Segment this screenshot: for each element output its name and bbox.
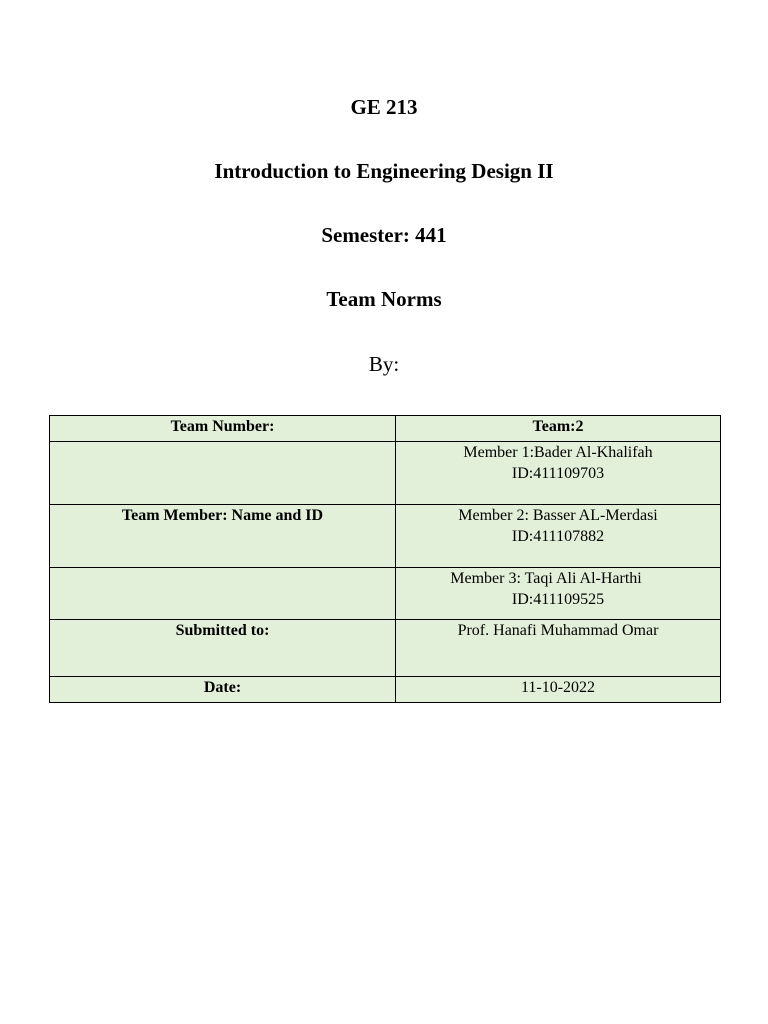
member-2-cell bbox=[396, 505, 721, 568]
team-number-label: Team Number: bbox=[50, 416, 396, 442]
team-info-table bbox=[49, 415, 721, 703]
member-3-label-cell bbox=[50, 568, 396, 620]
member-1-name: Member 1:Bader Al-Khalifah bbox=[463, 444, 653, 461]
semester-label: Semester: 441 bbox=[321, 223, 447, 247]
member-1-id: ID:411109703 bbox=[511, 465, 605, 482]
table-row-submitted-to bbox=[50, 620, 721, 677]
team-number-value: Team:2 bbox=[396, 416, 721, 442]
table-row-team-number bbox=[50, 416, 721, 442]
member-3-name: Member 3: Taqi Ali Al-Harthi bbox=[450, 570, 642, 587]
date-value: 11-10-2022 bbox=[396, 677, 721, 703]
member-1-cell bbox=[396, 442, 721, 505]
document-title: Team Norms bbox=[326, 287, 442, 311]
table-row-member-1 bbox=[50, 442, 721, 505]
table-row-member-2 bbox=[50, 505, 721, 568]
date-label: Date: bbox=[50, 677, 396, 703]
course-title: Introduction to Engineering Design II bbox=[214, 159, 554, 183]
submitted-to-value: Prof. Hanafi Muhammad Omar bbox=[396, 620, 721, 677]
member-3-cell bbox=[396, 568, 721, 620]
table-row-member-3 bbox=[50, 568, 721, 620]
team-members-label: Team Member: Name and ID bbox=[50, 505, 396, 568]
course-code: GE 213 bbox=[350, 95, 418, 119]
member-1-label-cell bbox=[50, 442, 396, 505]
table-row-date bbox=[50, 677, 721, 703]
member-2-id: ID:411107882 bbox=[511, 528, 605, 545]
member-2-name: Member 2: Basser AL-Merdasi bbox=[458, 507, 658, 524]
submitted-to-label: Submitted to: bbox=[50, 620, 396, 677]
by-label: By: bbox=[368, 352, 400, 376]
member-3-id: ID:411109525 bbox=[511, 591, 605, 608]
